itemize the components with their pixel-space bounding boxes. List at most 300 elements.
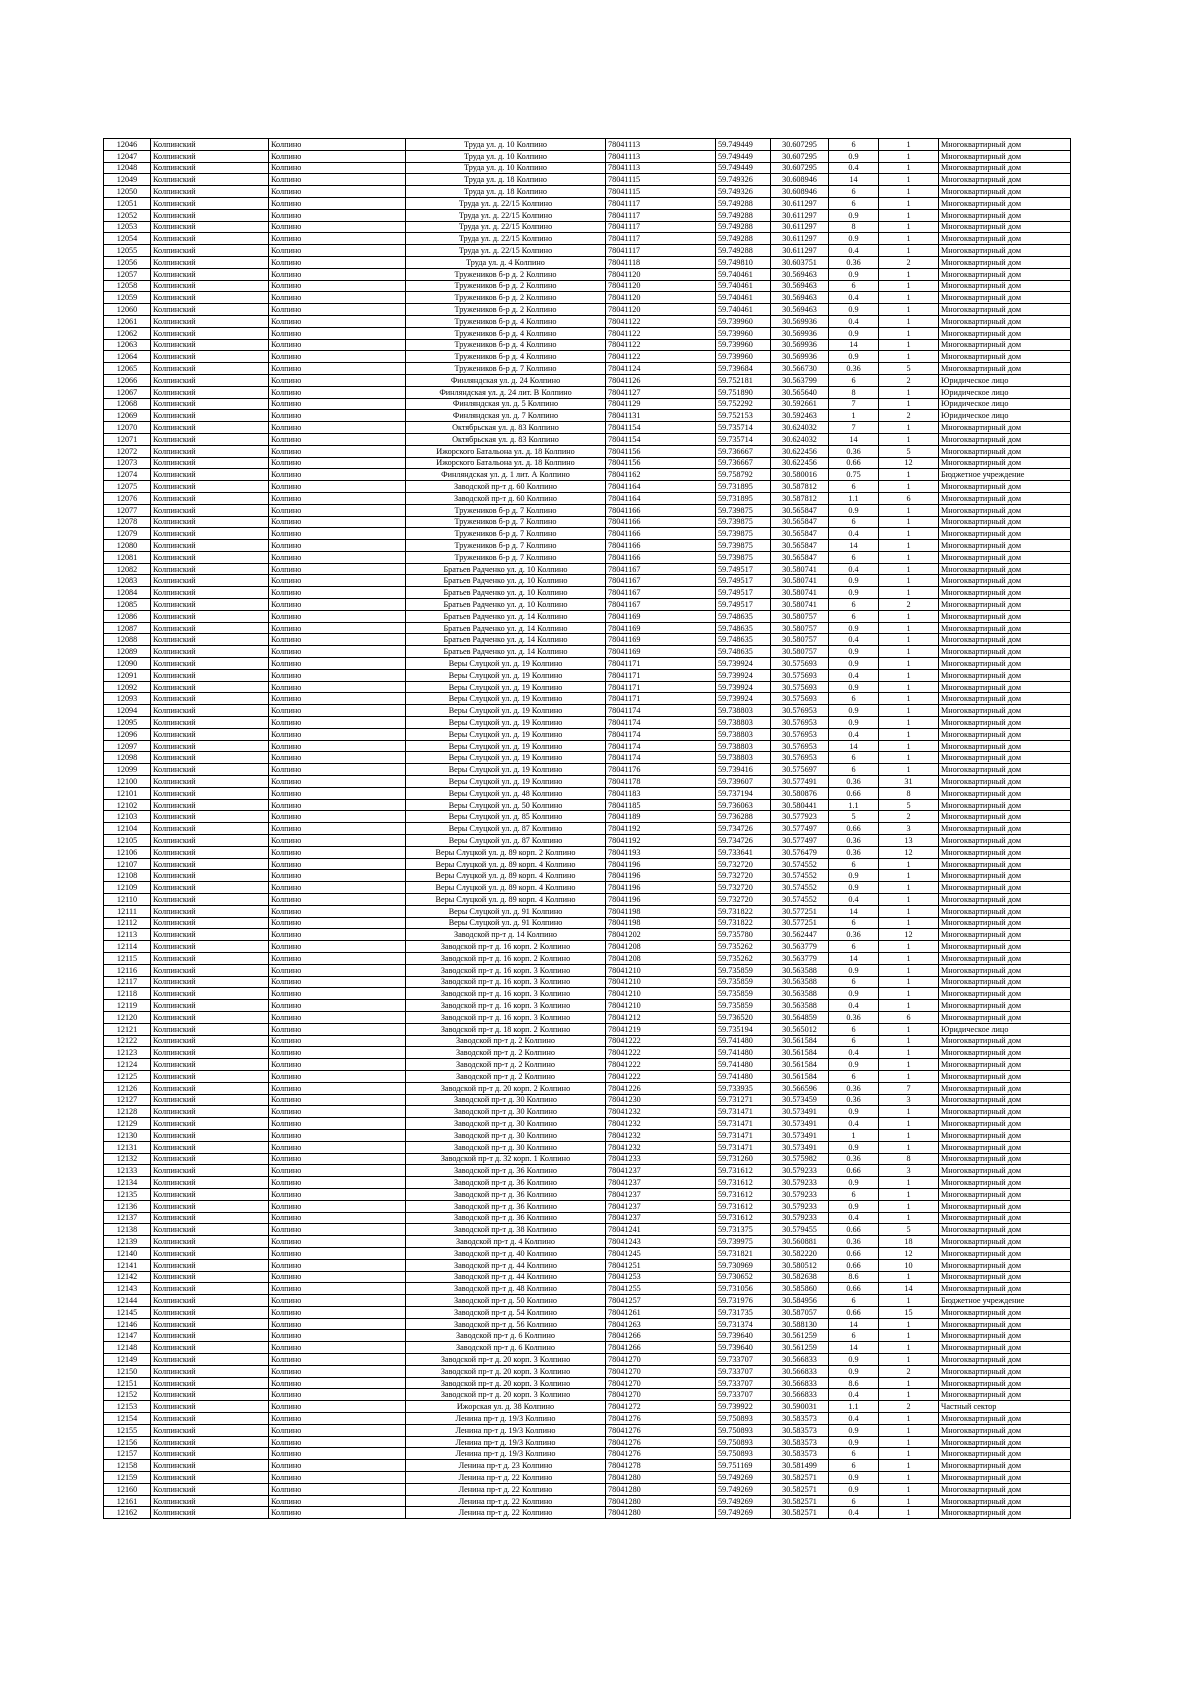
cell-longitude: 30.582220 bbox=[771, 1247, 829, 1259]
cell-volume: 6 bbox=[829, 858, 879, 870]
cell-locality: Колпино bbox=[269, 1448, 406, 1460]
cell-object-type: Многоквартирный дом bbox=[939, 1236, 1071, 1248]
cell-count: 1 bbox=[879, 1424, 939, 1436]
cell-count: 1 bbox=[879, 351, 939, 363]
cell-cadastral-code: 78041280 bbox=[606, 1507, 716, 1519]
table-row bbox=[104, 1118, 1071, 1130]
cell-district: Колпинский bbox=[151, 846, 269, 858]
cell-longitude: 30.561584 bbox=[771, 1059, 829, 1071]
cell-longitude: 30.580016 bbox=[771, 469, 829, 481]
cell-latitude: 59.732720 bbox=[716, 894, 771, 906]
cell-volume: 6 bbox=[829, 186, 879, 198]
cell-address: Тружеников б-р д. 4 Колпино bbox=[406, 339, 606, 351]
cell-object-type: Многоквартирный дом bbox=[939, 882, 1071, 894]
cell-volume: 0.4 bbox=[829, 1413, 879, 1425]
cell-cadastral-code: 78041255 bbox=[606, 1283, 716, 1295]
cell-object-type: Многоквартирный дом bbox=[939, 811, 1071, 823]
cell-count: 1 bbox=[879, 610, 939, 622]
cell-volume: 6 bbox=[829, 1023, 879, 1035]
cell-object-type: Юридическое лицо bbox=[939, 1023, 1071, 1035]
cell-row-number: 12085 bbox=[104, 599, 151, 611]
cell-locality: Колпино bbox=[269, 870, 406, 882]
cell-longitude: 30.622456 bbox=[771, 457, 829, 469]
cell-volume: 0.9 bbox=[829, 1436, 879, 1448]
cell-object-type: Многоквартирный дом bbox=[939, 964, 1071, 976]
cell-object-type: Многоквартирный дом bbox=[939, 1059, 1071, 1071]
cell-volume: 0.9 bbox=[829, 622, 879, 634]
cell-address: Заводской пр-т д. 18 корп. 2 Колпино bbox=[406, 1023, 606, 1035]
cell-latitude: 59.730969 bbox=[716, 1259, 771, 1271]
cell-district: Колпинский bbox=[151, 1153, 269, 1165]
cell-row-number: 12150 bbox=[104, 1365, 151, 1377]
cell-latitude: 59.750893 bbox=[716, 1424, 771, 1436]
cell-count: 12 bbox=[879, 457, 939, 469]
cell-address: Веры Слуцкой ул. д. 89 корп. 4 Колпино bbox=[406, 882, 606, 894]
cell-cadastral-code: 78041276 bbox=[606, 1413, 716, 1425]
cell-row-number: 12104 bbox=[104, 823, 151, 835]
cell-row-number: 12108 bbox=[104, 870, 151, 882]
cell-row-number: 12105 bbox=[104, 835, 151, 847]
cell-volume: 14 bbox=[829, 1318, 879, 1330]
cell-cadastral-code: 78041122 bbox=[606, 339, 716, 351]
cell-locality: Колпино bbox=[269, 551, 406, 563]
cell-address: Братьев Радченко ул. д. 14 Колпино bbox=[406, 646, 606, 658]
cell-cadastral-code: 78041156 bbox=[606, 457, 716, 469]
cell-row-number: 12051 bbox=[104, 197, 151, 209]
cell-row-number: 12156 bbox=[104, 1436, 151, 1448]
cell-address: Финляндская ул. д. 5 Колпино bbox=[406, 398, 606, 410]
cell-volume: 0.4 bbox=[829, 563, 879, 575]
table-row bbox=[104, 280, 1071, 292]
cell-longitude: 30.573491 bbox=[771, 1129, 829, 1141]
cell-count: 1 bbox=[879, 551, 939, 563]
cell-longitude: 30.611297 bbox=[771, 197, 829, 209]
cell-longitude: 30.582571 bbox=[771, 1507, 829, 1519]
table-row bbox=[104, 492, 1071, 504]
cell-object-type: Многоквартирный дом bbox=[939, 280, 1071, 292]
cell-count: 1 bbox=[879, 268, 939, 280]
cell-district: Колпинский bbox=[151, 1330, 269, 1342]
cell-object-type: Многоквартирный дом bbox=[939, 1342, 1071, 1354]
cell-volume: 0.9 bbox=[829, 681, 879, 693]
cell-volume: 0.9 bbox=[829, 587, 879, 599]
cell-district: Колпинский bbox=[151, 1495, 269, 1507]
cell-district: Колпинский bbox=[151, 1472, 269, 1484]
cell-longitude: 30.577497 bbox=[771, 823, 829, 835]
cell-latitude: 59.739875 bbox=[716, 528, 771, 540]
cell-count: 1 bbox=[879, 976, 939, 988]
cell-address: Тружеников б-р д. 2 Колпино bbox=[406, 292, 606, 304]
table-row bbox=[104, 433, 1071, 445]
cell-volume: 6 bbox=[829, 1448, 879, 1460]
cell-address: Заводской пр-т д. 38 Колпино bbox=[406, 1224, 606, 1236]
cell-longitude: 30.580757 bbox=[771, 634, 829, 646]
cell-volume: 5 bbox=[829, 811, 879, 823]
table-row bbox=[104, 752, 1071, 764]
cell-latitude: 59.731822 bbox=[716, 905, 771, 917]
cell-latitude: 59.731895 bbox=[716, 481, 771, 493]
cell-address: Заводской пр-т д. 30 Колпино bbox=[406, 1106, 606, 1118]
cell-count: 1 bbox=[879, 728, 939, 740]
cell-volume: 6 bbox=[829, 976, 879, 988]
cell-volume: 0.9 bbox=[829, 268, 879, 280]
cell-latitude: 59.733641 bbox=[716, 846, 771, 858]
cell-latitude: 59.738803 bbox=[716, 740, 771, 752]
cell-address: Труда ул. д. 18 Колпино bbox=[406, 186, 606, 198]
cell-cadastral-code: 78041276 bbox=[606, 1448, 716, 1460]
cell-address: Труда ул. д. 10 Колпино bbox=[406, 162, 606, 174]
cell-locality: Колпино bbox=[269, 717, 406, 729]
table-row bbox=[104, 823, 1071, 835]
cell-row-number: 12162 bbox=[104, 1507, 151, 1519]
cell-latitude: 59.740461 bbox=[716, 268, 771, 280]
cell-locality: Колпино bbox=[269, 1472, 406, 1484]
cell-row-number: 12140 bbox=[104, 1247, 151, 1259]
cell-object-type: Многоквартирный дом bbox=[939, 1011, 1071, 1023]
cell-latitude: 59.749269 bbox=[716, 1483, 771, 1495]
cell-object-type: Многоквартирный дом bbox=[939, 787, 1071, 799]
table-row bbox=[104, 363, 1071, 375]
cell-latitude: 59.739640 bbox=[716, 1330, 771, 1342]
table-row bbox=[104, 1247, 1071, 1259]
cell-object-type: Многоквартирный дом bbox=[939, 1330, 1071, 1342]
cell-address: Заводской пр-т д. 16 корп. 3 Колпино bbox=[406, 976, 606, 988]
cell-row-number: 12121 bbox=[104, 1023, 151, 1035]
cell-latitude: 59.731612 bbox=[716, 1165, 771, 1177]
cell-longitude: 30.566596 bbox=[771, 1082, 829, 1094]
cell-row-number: 12118 bbox=[104, 988, 151, 1000]
cell-longitude: 30.561259 bbox=[771, 1330, 829, 1342]
cell-cadastral-code: 78041237 bbox=[606, 1200, 716, 1212]
cell-address: Труда ул. д. 22/15 Колпино bbox=[406, 209, 606, 221]
cell-district: Колпинский bbox=[151, 492, 269, 504]
cell-volume: 0.66 bbox=[829, 1259, 879, 1271]
cell-longitude: 30.561584 bbox=[771, 1070, 829, 1082]
cell-row-number: 12087 bbox=[104, 622, 151, 634]
cell-cadastral-code: 78041232 bbox=[606, 1106, 716, 1118]
cell-longitude: 30.574552 bbox=[771, 882, 829, 894]
cell-district: Колпинский bbox=[151, 398, 269, 410]
cell-longitude: 30.607295 bbox=[771, 162, 829, 174]
cell-row-number: 12143 bbox=[104, 1283, 151, 1295]
table-row bbox=[104, 681, 1071, 693]
cell-district: Колпинский bbox=[151, 410, 269, 422]
cell-volume: 0.9 bbox=[829, 327, 879, 339]
table-row bbox=[104, 398, 1071, 410]
cell-row-number: 12146 bbox=[104, 1318, 151, 1330]
cell-count: 8 bbox=[879, 1153, 939, 1165]
cell-object-type: Многоквартирный дом bbox=[939, 528, 1071, 540]
cell-latitude: 59.731056 bbox=[716, 1283, 771, 1295]
cell-longitude: 30.588130 bbox=[771, 1318, 829, 1330]
cell-district: Колпинский bbox=[151, 1141, 269, 1153]
cell-volume: 7 bbox=[829, 398, 879, 410]
cell-address: Веры Слуцкой ул. д. 19 Колпино bbox=[406, 705, 606, 717]
cell-cadastral-code: 78041196 bbox=[606, 894, 716, 906]
cell-object-type: Многоквартирный дом bbox=[939, 846, 1071, 858]
cell-row-number: 12078 bbox=[104, 516, 151, 528]
table-row bbox=[104, 1177, 1071, 1189]
table-row bbox=[104, 669, 1071, 681]
cell-count: 1 bbox=[879, 1389, 939, 1401]
cell-cadastral-code: 78041174 bbox=[606, 740, 716, 752]
cell-locality: Колпино bbox=[269, 256, 406, 268]
cell-longitude: 30.563779 bbox=[771, 941, 829, 953]
cell-address: Ленина пр-т д. 22 Колпино bbox=[406, 1507, 606, 1519]
cell-longitude: 30.587057 bbox=[771, 1306, 829, 1318]
table-row bbox=[104, 1094, 1071, 1106]
cell-row-number: 12079 bbox=[104, 528, 151, 540]
cell-cadastral-code: 78041198 bbox=[606, 917, 716, 929]
cell-longitude: 30.611297 bbox=[771, 245, 829, 257]
cell-object-type: Многоквартирный дом bbox=[939, 1047, 1071, 1059]
cell-object-type: Многоквартирный дом bbox=[939, 1247, 1071, 1259]
cell-longitude: 30.563779 bbox=[771, 952, 829, 964]
cell-district: Колпинский bbox=[151, 1342, 269, 1354]
cell-district: Колпинский bbox=[151, 988, 269, 1000]
cell-address: Труда ул. д. 10 Колпино bbox=[406, 150, 606, 162]
cell-district: Колпинский bbox=[151, 233, 269, 245]
table-row bbox=[104, 610, 1071, 622]
cell-row-number: 12122 bbox=[104, 1035, 151, 1047]
cell-latitude: 59.739960 bbox=[716, 315, 771, 327]
cell-volume: 0.9 bbox=[829, 233, 879, 245]
cell-address: Веры Слуцкой ул. д. 85 Колпино bbox=[406, 811, 606, 823]
cell-cadastral-code: 78041120 bbox=[606, 280, 716, 292]
cell-count: 1 bbox=[879, 681, 939, 693]
table-row bbox=[104, 186, 1071, 198]
cell-count: 1 bbox=[879, 1059, 939, 1071]
cell-row-number: 12081 bbox=[104, 551, 151, 563]
cell-count: 1 bbox=[879, 304, 939, 316]
cell-locality: Колпино bbox=[269, 693, 406, 705]
cell-latitude: 59.740461 bbox=[716, 280, 771, 292]
cell-count: 1 bbox=[879, 1141, 939, 1153]
cell-latitude: 59.749288 bbox=[716, 245, 771, 257]
cell-address: Братьев Радченко ул. д. 14 Колпино bbox=[406, 610, 606, 622]
table-row bbox=[104, 374, 1071, 386]
cell-latitude: 59.749269 bbox=[716, 1472, 771, 1484]
cell-latitude: 59.739975 bbox=[716, 1236, 771, 1248]
cell-address: Ижорского Батальона ул. д. 18 Колпино bbox=[406, 457, 606, 469]
cell-count: 1 bbox=[879, 504, 939, 516]
cell-address: Ижорская ул. д. 38 Колпино bbox=[406, 1401, 606, 1413]
cell-count: 3 bbox=[879, 1094, 939, 1106]
table-row bbox=[104, 422, 1071, 434]
table-row bbox=[104, 197, 1071, 209]
cell-volume: 0.9 bbox=[829, 964, 879, 976]
cell-row-number: 12151 bbox=[104, 1377, 151, 1389]
cell-address: Заводской пр-т д. 16 корп. 2 Колпино bbox=[406, 952, 606, 964]
cell-address: Заводской пр-т д. 50 Колпино bbox=[406, 1295, 606, 1307]
cell-count: 14 bbox=[879, 1283, 939, 1295]
cell-row-number: 12133 bbox=[104, 1165, 151, 1177]
cell-district: Колпинский bbox=[151, 1082, 269, 1094]
cell-longitude: 30.575693 bbox=[771, 693, 829, 705]
cell-row-number: 12159 bbox=[104, 1472, 151, 1484]
cell-cadastral-code: 78041178 bbox=[606, 776, 716, 788]
cell-cadastral-code: 78041167 bbox=[606, 599, 716, 611]
cell-count: 1 bbox=[879, 563, 939, 575]
cell-locality: Колпино bbox=[269, 1330, 406, 1342]
cell-count: 12 bbox=[879, 846, 939, 858]
cell-object-type: Многоквартирный дом bbox=[939, 1507, 1071, 1519]
cell-volume: 0.9 bbox=[829, 1059, 879, 1071]
cell-row-number: 12128 bbox=[104, 1106, 151, 1118]
cell-locality: Колпино bbox=[269, 339, 406, 351]
cell-longitude: 30.582571 bbox=[771, 1472, 829, 1484]
cell-longitude: 30.573459 bbox=[771, 1094, 829, 1106]
cell-locality: Колпино bbox=[269, 1224, 406, 1236]
cell-count: 1 bbox=[879, 162, 939, 174]
cell-district: Колпинский bbox=[151, 162, 269, 174]
cell-row-number: 12100 bbox=[104, 776, 151, 788]
cell-latitude: 59.731612 bbox=[716, 1188, 771, 1200]
table-row bbox=[104, 835, 1071, 847]
cell-row-number: 12125 bbox=[104, 1070, 151, 1082]
table-row bbox=[104, 1448, 1071, 1460]
cell-latitude: 59.752292 bbox=[716, 398, 771, 410]
table-row bbox=[104, 1330, 1071, 1342]
cell-row-number: 12106 bbox=[104, 846, 151, 858]
cell-cadastral-code: 78041126 bbox=[606, 374, 716, 386]
cell-count: 1 bbox=[879, 233, 939, 245]
cell-address: Финляндская ул. д. 1 лит. А Колпино bbox=[406, 469, 606, 481]
cell-latitude: 59.731976 bbox=[716, 1295, 771, 1307]
cell-longitude: 30.566833 bbox=[771, 1365, 829, 1377]
cell-latitude: 59.734726 bbox=[716, 835, 771, 847]
cell-row-number: 12062 bbox=[104, 327, 151, 339]
cell-address: Ленина пр-т д. 22 Колпино bbox=[406, 1472, 606, 1484]
cell-row-number: 12089 bbox=[104, 646, 151, 658]
cell-volume: 0.9 bbox=[829, 1177, 879, 1189]
cell-count: 1 bbox=[879, 964, 939, 976]
cell-district: Колпинский bbox=[151, 150, 269, 162]
cell-address: Веры Слуцкой ул. д. 87 Колпино bbox=[406, 823, 606, 835]
table-row bbox=[104, 1153, 1071, 1165]
table-row bbox=[104, 469, 1071, 481]
cell-count: 1 bbox=[879, 398, 939, 410]
cell-volume: 0.4 bbox=[829, 728, 879, 740]
cell-locality: Колпино bbox=[269, 351, 406, 363]
cell-object-type: Многоквартирный дом bbox=[939, 740, 1071, 752]
cell-address: Заводской пр-т д. 54 Колпино bbox=[406, 1306, 606, 1318]
cell-latitude: 59.732720 bbox=[716, 870, 771, 882]
cell-row-number: 12053 bbox=[104, 221, 151, 233]
cell-longitude: 30.569463 bbox=[771, 280, 829, 292]
cell-locality: Колпино bbox=[269, 1200, 406, 1212]
cell-longitude: 30.565847 bbox=[771, 551, 829, 563]
cell-longitude: 30.579455 bbox=[771, 1224, 829, 1236]
cell-cadastral-code: 78041257 bbox=[606, 1295, 716, 1307]
cell-cadastral-code: 78041169 bbox=[606, 634, 716, 646]
cell-cadastral-code: 78041196 bbox=[606, 858, 716, 870]
cell-locality: Колпино bbox=[269, 363, 406, 375]
cell-row-number: 12117 bbox=[104, 976, 151, 988]
cell-longitude: 30.573491 bbox=[771, 1141, 829, 1153]
cell-object-type: Многоквартирный дом bbox=[939, 952, 1071, 964]
table-row bbox=[104, 504, 1071, 516]
cell-row-number: 12148 bbox=[104, 1342, 151, 1354]
cell-count: 1 bbox=[879, 1188, 939, 1200]
cell-district: Колпинский bbox=[151, 610, 269, 622]
cell-cadastral-code: 78041174 bbox=[606, 717, 716, 729]
cell-cadastral-code: 78041117 bbox=[606, 245, 716, 257]
cell-row-number: 12090 bbox=[104, 658, 151, 670]
table-row bbox=[104, 988, 1071, 1000]
cell-object-type: Многоквартирный дом bbox=[939, 728, 1071, 740]
cell-object-type: Многоквартирный дом bbox=[939, 1118, 1071, 1130]
cell-latitude: 59.733935 bbox=[716, 1082, 771, 1094]
cell-locality: Колпино bbox=[269, 952, 406, 964]
cell-longitude: 30.580757 bbox=[771, 646, 829, 658]
cell-district: Колпинский bbox=[151, 799, 269, 811]
cell-longitude: 30.584956 bbox=[771, 1295, 829, 1307]
cell-object-type: Многоквартирный дом bbox=[939, 1271, 1071, 1283]
cell-cadastral-code: 78041154 bbox=[606, 433, 716, 445]
cell-object-type: Многоквартирный дом bbox=[939, 1224, 1071, 1236]
cell-object-type: Многоквартирный дом bbox=[939, 1129, 1071, 1141]
cell-locality: Колпино bbox=[269, 1342, 406, 1354]
cell-latitude: 59.735262 bbox=[716, 941, 771, 953]
table-row bbox=[104, 139, 1071, 151]
cell-row-number: 12077 bbox=[104, 504, 151, 516]
cell-volume: 0.66 bbox=[829, 787, 879, 799]
cell-longitude: 30.569936 bbox=[771, 315, 829, 327]
table-row bbox=[104, 976, 1071, 988]
cell-volume: 0.9 bbox=[829, 658, 879, 670]
table-row bbox=[104, 799, 1071, 811]
cell-locality: Колпино bbox=[269, 917, 406, 929]
cell-count: 1 bbox=[879, 1483, 939, 1495]
cell-cadastral-code: 78041174 bbox=[606, 705, 716, 717]
cell-row-number: 12138 bbox=[104, 1224, 151, 1236]
cell-row-number: 12142 bbox=[104, 1271, 151, 1283]
cell-object-type: Многоквартирный дом bbox=[939, 610, 1071, 622]
cell-volume: 6 bbox=[829, 197, 879, 209]
cell-locality: Колпино bbox=[269, 764, 406, 776]
cell-object-type: Многоквартирный дом bbox=[939, 1472, 1071, 1484]
cell-locality: Колпино bbox=[269, 1212, 406, 1224]
table-row bbox=[104, 917, 1071, 929]
cell-row-number: 12069 bbox=[104, 410, 151, 422]
cell-locality: Колпино bbox=[269, 894, 406, 906]
cell-object-type: Многоквартирный дом bbox=[939, 835, 1071, 847]
cell-object-type: Многоквартирный дом bbox=[939, 433, 1071, 445]
table-row bbox=[104, 1365, 1071, 1377]
cell-object-type: Многоквартирный дом bbox=[939, 1094, 1071, 1106]
cell-address: Братьев Радченко ул. д. 10 Колпино bbox=[406, 563, 606, 575]
cell-longitude: 30.563588 bbox=[771, 988, 829, 1000]
cell-row-number: 12135 bbox=[104, 1188, 151, 1200]
cell-row-number: 12139 bbox=[104, 1236, 151, 1248]
cell-row-number: 12048 bbox=[104, 162, 151, 174]
cell-district: Колпинский bbox=[151, 622, 269, 634]
cell-longitude: 30.579233 bbox=[771, 1177, 829, 1189]
cell-district: Колпинский bbox=[151, 693, 269, 705]
cell-locality: Колпино bbox=[269, 139, 406, 151]
cell-cadastral-code: 78041113 bbox=[606, 162, 716, 174]
cell-locality: Колпино bbox=[269, 374, 406, 386]
cell-object-type: Многоквартирный дом bbox=[939, 209, 1071, 221]
cell-longitude: 30.569463 bbox=[771, 268, 829, 280]
cell-object-type: Многоквартирный дом bbox=[939, 669, 1071, 681]
table-row bbox=[104, 1129, 1071, 1141]
cell-cadastral-code: 78041118 bbox=[606, 256, 716, 268]
cell-cadastral-code: 78041113 bbox=[606, 139, 716, 151]
cell-cadastral-code: 78041196 bbox=[606, 870, 716, 882]
table-row bbox=[104, 646, 1071, 658]
